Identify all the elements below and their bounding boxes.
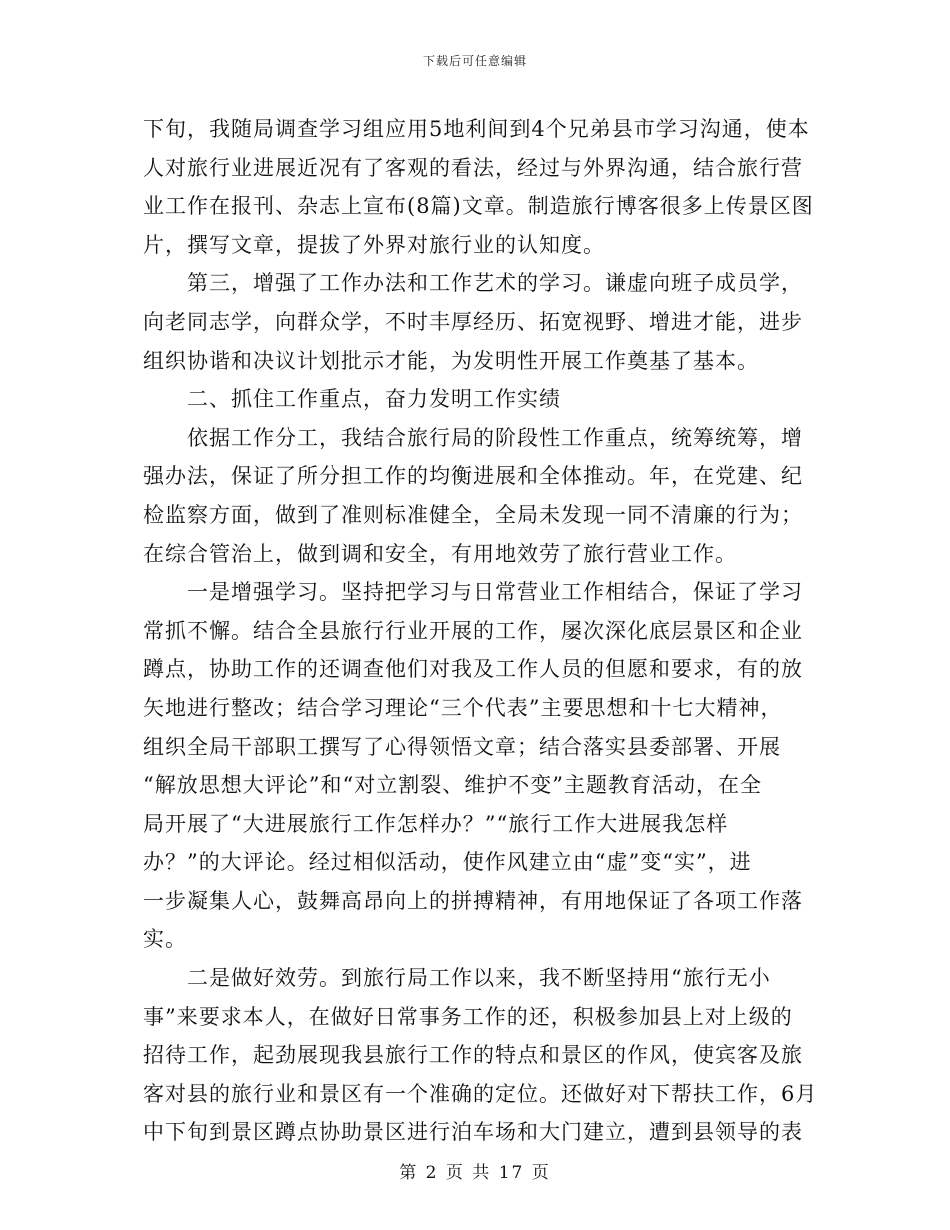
text-line: “解放思想大评论”和“对立割裂、维护不变”主题教育活动，在全 (143, 773, 762, 798)
text-line: 片，撰写文章，提拔了外界对旅行业的认知度。 (143, 232, 605, 257)
text-line: 下旬，我随局调查学习组应用5地利间到4个兄弟县市学习沟通，使本 (143, 117, 810, 141)
text-line: 二是做好效劳。到旅行局工作以来，我不断坚持用“旅行无小 (143, 966, 771, 991)
text-line: 组织全局干部职工撰写了心得领悟文章；结合落实县委部署、开展 (143, 734, 781, 759)
text-line: 检监察方面，做到了准则标准健全，全局未发现一同不清廉的行为； (143, 502, 803, 527)
text-line: 组织协谐和决议计划批示才能，为发明性开展工作奠基了基本。 (143, 348, 759, 373)
page-number-footer: 第 2 页 共 17 页 (399, 1163, 551, 1183)
text-line: 第三，增强了工作办法和工作艺术的学习。谦虚向班子成员学， (143, 271, 803, 296)
text-line: 实。 (143, 927, 187, 952)
text-line: 业工作在报刊、杂志上宣布(8篇)文章。制造旅行博客很多上传景区图 (143, 194, 814, 219)
text-line: 局开展了“大进展旅行工作怎样办？”“旅行工作大进展我怎样 (143, 811, 729, 836)
text-line: 一步凝集人心，鼓舞高昂向上的拼搏精神，有用地保证了各项工作落 (143, 888, 803, 913)
text-line: 常抓不懈。结合全县旅行行业开展的工作，屡次深化底层景区和企业 (143, 618, 803, 643)
text-line: 事”来要求本人，在做好日常事务工作的还，积极参加县上对上级的 (143, 1004, 793, 1029)
text-line: 强办法，保证了所分担工作的均衡进展和全体推动。年，在党建、纪 (143, 464, 803, 489)
document-body (143, 110, 818, 1152)
page-header-note: 下载后可任意编辑 (422, 54, 527, 68)
text-line: 依据工作分工，我结合旅行局的阶段性工作重点，统筹统筹，增 (143, 425, 803, 450)
text-line: 矢地进行整改；结合学习理论“三个代表”主要思想和十七大精神， (143, 695, 783, 720)
text-line: 中下旬到景区蹲点协助景区进行泊车场和大门建立，遭到县领导的表 (143, 1120, 803, 1145)
text-line: 一是增强学习。坚持把学习与日常营业工作相结合，保证了学习 (143, 580, 803, 605)
text-line: 客对县的旅行业和景区有一个准确的定位。还做好对下帮扶工作，6月 (143, 1081, 818, 1106)
text-line: 办？”的大评论。经过相似活动，使作风建立由“虚”变“实”，进 (143, 850, 752, 875)
text-line: 人对旅行业进展近况有了客观的看法，经过与外界沟通，结合旅行营 (143, 155, 803, 180)
section-heading: 二、抓住工作重点，奋力发明工作实绩 (143, 387, 561, 412)
text-line: 向老同志学，向群众学，不时丰厚经历、拓宽视野、增进才能，进步 (143, 309, 803, 334)
text-line: 蹲点，协助工作的还调查他们对我及工作人员的但愿和要求，有的放 (143, 657, 803, 682)
text-line: 在综合管治上，做到调和安全，有用地效劳了旅行营业工作。 (143, 541, 737, 566)
text-line: 招待工作，起劲展现我县旅行工作的特点和景区的作风，使宾客及旅 (143, 1043, 803, 1068)
